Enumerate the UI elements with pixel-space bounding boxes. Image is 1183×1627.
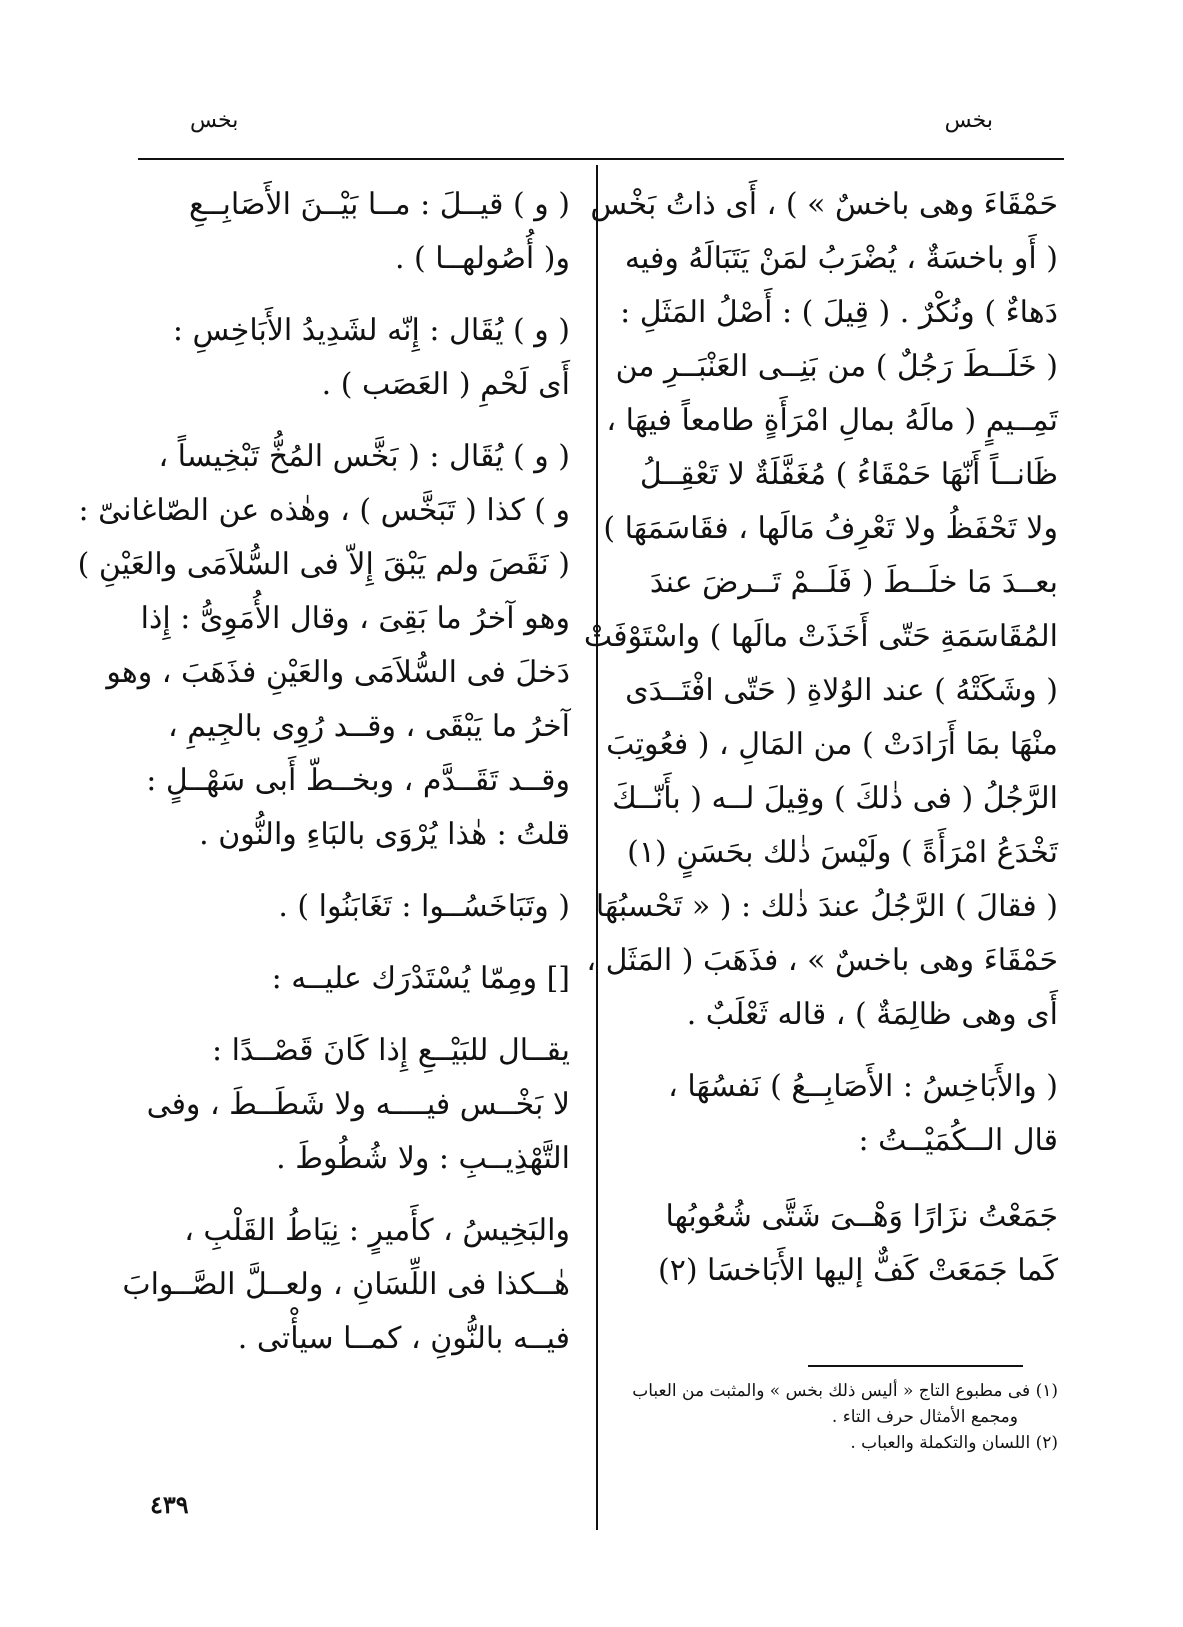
page-number: ٤٣٩ xyxy=(150,1490,189,1519)
text-line: حَمْقَاءَ وهى باخسٌ » ، فذَهَبَ ( المَثَل ، xyxy=(586,943,1058,978)
text-line: الرَّجُلُ ( فى ذٰلكَ ) وقِيلَ لــه ( بأَنّــكَ xyxy=(612,781,1058,816)
text-line: ( نَقَصَ ولم يَبْقَ إِلاّ فى السُّلاَمَى والعَيْنِ ) xyxy=(77,547,570,582)
footnote-1-continuation: ومجمع الأمثال حرف التاء . xyxy=(831,1407,1018,1427)
text-line: لا بَخْــس فيــــه ولا شَطَــطَ ، وفى xyxy=(146,1087,570,1122)
running-head-left: بخس xyxy=(190,108,239,133)
text-line: ظَانــاً أَنّهَا حَمْقَاءُ ) مُغَفَّلَةٌ لا تَعْقِــلُ xyxy=(639,457,1058,492)
text-line: ( و ) يُقَال : إِنّه لشَدِيدُ الأَبَاخِسِ : xyxy=(172,313,570,348)
text-line: وقــد تَقَــدَّم ، وبخــطّ أَبى سَهْــلٍ : xyxy=(146,763,570,798)
text-line: و ) كذا ( تَبَخَّس ) ، وهٰذه عن الصّاغانىّ : xyxy=(78,493,570,528)
entry-paragraph xyxy=(145,880,570,934)
text-line: حَمْقَاءَ وهى باخسٌ » ) ، أَى ذاتُ بَخْس xyxy=(590,187,1058,222)
text-line: تَخْدَعُ امْرَأَةً ) ولَيْسَ ذٰلك بحَسَنٍ (١) xyxy=(627,835,1058,870)
text-line: [] ومِمّا يُسْتَدْرَك عليــه : xyxy=(271,961,570,996)
text-line: أَى لَحْمِ ( العَصَب ) . xyxy=(321,367,570,402)
text-line: ( أَو باخسَةٌ ، يُضْرَبُ لمَنْ يَتَبَالَهُ وفيه xyxy=(624,241,1058,276)
verse-line: جَمَعْتُ نزَارًا وَهْــىَ شَتَّى شُعُوبُها xyxy=(665,1199,1058,1234)
text-line: ولا تَحْفَظُ ولا تَعْرِفُ مَالَها ، فقَاسَمَهَا ) xyxy=(603,511,1058,546)
text-line: ( و ) قيــلَ : مــا بَيْــنَ الأَصَابِــعِ xyxy=(188,187,570,222)
text-line: ( خَلَــطَ رَجُلٌ ) من بَنِــى العَنْبَــرِ من xyxy=(615,349,1058,384)
footnotes xyxy=(618,1378,1058,1456)
header-rule xyxy=(138,158,1064,160)
text-line: آخرُ ما يَبْقَى ، وقــد رُوِى بالجِيمِ ، xyxy=(168,709,570,744)
entry-paragraph xyxy=(145,304,570,412)
footnote-2: (٢) اللسان والتكملة والعباب . xyxy=(850,1433,1058,1453)
text-line: تَمِــيمٍ ( مالَهُ بمالِ امْرَأَةٍ طامعاً فيهَا ، xyxy=(606,403,1058,438)
entry-paragraph xyxy=(122,1204,570,1366)
text-line: منْهَا بمَا أَرَادَتْ ) من المَالِ ، ( فعُوتِبَ xyxy=(606,727,1058,762)
text-line: بعــدَ مَا خلَــطَ ( فَلَــمْ تَــرضَ عندَ xyxy=(649,565,1058,600)
text-line: و( أُصُولهــا ) . xyxy=(394,241,570,276)
text-line: التَّهْذِيــبِ : ولا شُطُوطَ . xyxy=(276,1141,570,1176)
text-line: ( فقالَ ) الرَّجُلُ عندَ ذٰلك : ( « تَحْسبُهَا xyxy=(595,889,1058,924)
text-line: ( وشَكَتْهُ ) عند الوُلاةِ ( حَتّى افْتَــدَى xyxy=(625,673,1058,708)
text-line: دَهاءٌ ) ونُكْرٌ . ( قِيلَ ) : أَصْلُ المَثَلِ : xyxy=(620,295,1058,330)
verse-line: كَما جَمَعَتْ كَفٌّ إليها الأَبَاخسَا (٢) xyxy=(657,1253,1058,1288)
running-head-right: بخس xyxy=(944,108,993,133)
text-line: والبَخِيسُ ، كأَميرٍ : نِيَاطُ القَلْبِ ، xyxy=(184,1213,570,1248)
footnote-1: (١) فى مطبوع التاج « أليس ذلك بخس » والمثبت من العباب xyxy=(632,1381,1058,1401)
text-line: ( وتَبَاخَسُــوا : تَغَابَنُوا ) . xyxy=(278,889,570,924)
text-line: فيــه بالنُّونِ ، كمــا سيأْتى . xyxy=(237,1321,570,1356)
footnote-rule xyxy=(808,1365,1023,1367)
poetry-verse xyxy=(618,1190,1058,1298)
right-column xyxy=(583,178,1058,1316)
text-line: قال الــكُمَيْــتُ : xyxy=(858,1123,1058,1158)
text-line: ( و ) يُقَال : ( بَخَّس المُخُّ تَبْخِيساً ، xyxy=(158,439,570,474)
column-divider xyxy=(596,165,598,1530)
text-line: ( والأَبَاخِسُ : الأَصَابِــعُ ) نَفسُهَا ، xyxy=(668,1069,1058,1104)
text-line: قلتُ : هٰذا يُرْوَى بالبَاءِ والنُّون . xyxy=(199,817,570,852)
entry-paragraph xyxy=(145,178,570,286)
entry-paragraph xyxy=(618,1060,1058,1168)
entry-paragraph xyxy=(145,1024,570,1186)
text-line: وهو آخرُ ما بَقِىَ ، وقال الأُمَوِىُّ : إِذا xyxy=(140,601,570,636)
text-line: أَى وهى ظالِمَةٌ ) ، قاله ثَعْلَبٌ . xyxy=(686,997,1058,1032)
entry-paragraph xyxy=(77,430,570,862)
left-column xyxy=(77,178,570,1384)
text-line: المُقَاسَمَةِ حَتّى أَخَذَتْ مالَها ) واسْتَوْفَتْ xyxy=(583,619,1058,654)
entry-paragraph xyxy=(583,178,1058,1042)
text-line: دَخلَ فى السُّلاَمَى والعَيْنِ فذَهَبَ ، وهو xyxy=(106,655,570,690)
entry-paragraph xyxy=(145,952,570,1006)
text-line: هٰــكذا فى اللِّسَانِ ، ولعــلَّ الصَّــوابَ xyxy=(122,1267,570,1302)
text-line: يقــال للبَيْــعِ إِذا كَانَ قَصْــدًا : xyxy=(211,1033,570,1068)
